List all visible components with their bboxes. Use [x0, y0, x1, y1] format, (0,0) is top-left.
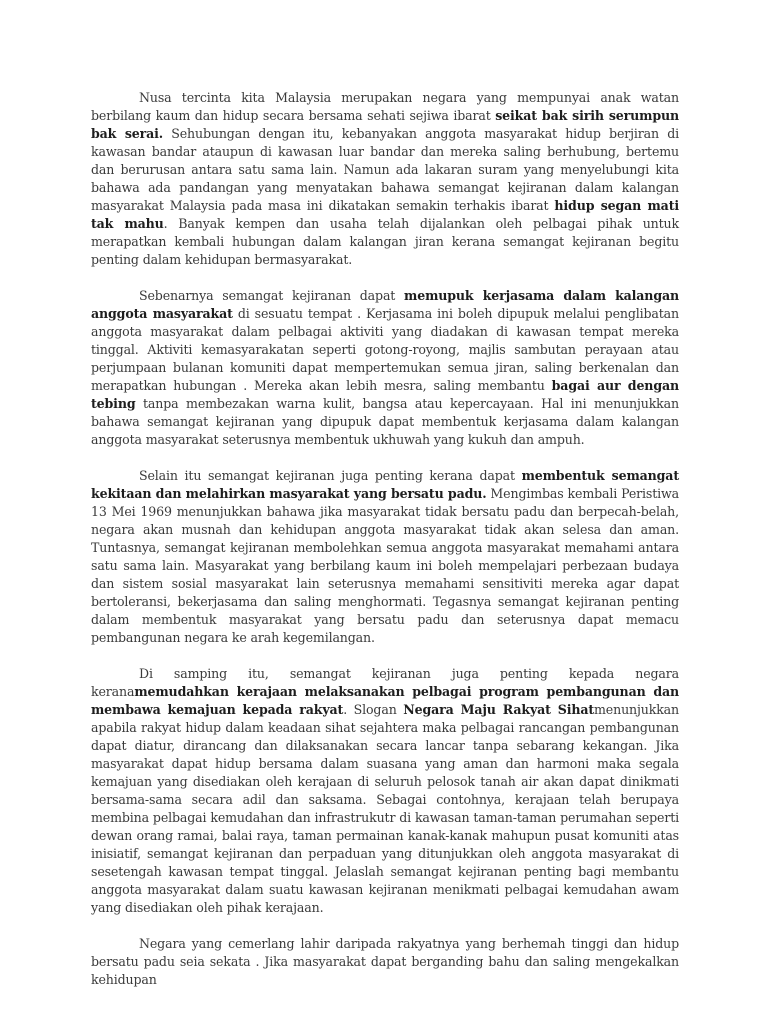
text-segment: . Slogan: [343, 702, 404, 717]
text-segment: . Banyak kempen dan usaha telah dijalankan oleh pelbagai pihak untuk merapatkan kembali hubungan dalam kalangan jiran kerana semangat kejiranan begitu penting dalam kehidupan bermasyarakat.: [91, 216, 679, 267]
essay-body: [91, 89, 679, 1007]
bold-phrase: memupuk kerjasama dalam kalangan anggota masyarakat: [91, 288, 679, 321]
bold-phrase: memudahkan kerajaan melaksanakan pelbagai program pembangunan dan membawa kemajuan kepada rakyat: [91, 684, 679, 717]
bold-phrase: hidup segan mati tak mahu: [91, 198, 679, 231]
paragraph-3: [91, 467, 679, 647]
text-segment: Sehubungan dengan itu, kebanyakan anggota masyarakat hidup berjiran di kawasan bandar ataupun di kawasan luar bandar dan mereka saling berhubung, bertemu dan berurusan antara satu sama lain. Namun ada lakaran suram yang menyelubungi kita bahawa ada pandangan yang menyatakan bahawa semangat kejiranan dalam kalangan masyarakat Malaysia pada masa ini dikatakan semakin terhakis ibarat: [91, 126, 679, 213]
text-segment: di sesuatu tempat . Kerjasama ini boleh dipupuk melalui penglibatan anggota masyarakat dalam pelbagai aktiviti yang diadakan di kawasan tempat mereka tinggal. Aktiviti kemasyarakatan seperti gotong-royong, majlis sambutan perayaan atau perjumpaan bulanan komuniti dapat mempertemukan semua jiran, saling berkenalan dan merapatkan hubungan . Mereka akan lebih mesra, saling membantu: [91, 306, 679, 393]
text-segment: Di samping itu, semangat kejiranan juga penting kepada negara kerana: [91, 666, 679, 699]
text-segment: Nusa tercinta kita Malaysia merupakan negara yang mempunyai anak watan berbilang kaum dan hidup secara bersama sehati sejiwa ibarat: [91, 90, 679, 123]
text-segment: Mengimbas kembali Peristiwa 13 Mei 1969 menunjukkan bahawa jika masyarakat tidak bersatu padu dan berpecah-belah, negara akan musnah dan kehidupan anggota masyarakat tidak akan selesa dan aman. Tuntasnya, semangat kejiranan membolehkan semua anggota masyarakat memahami antara satu sama lain. Masyarakat yang berbilang kaum ini boleh mempelajari perbezaan budaya dan sistem sosial masyarakat lain seterusnya memahami sensitiviti mereka agar dapat bertoleransi, bekerjasama dan saling menghormati. Tegasnya semangat kejiranan penting dalam membentuk masyarakat yang bersatu padu dan seterusnya dapat memacu pembangunan negara ke arah kegemilangan.: [91, 486, 680, 645]
text-segment: Sebenarnya semangat kejiranan dapat: [139, 288, 405, 303]
text-segment: Selain itu semangat kejiranan juga penting kerana dapat: [139, 468, 522, 483]
bold-phrase: bagai aur dengan tebing: [91, 378, 679, 411]
paragraph-2: [91, 287, 679, 449]
bold-phrase: Negara Maju Rakyat Sihat: [403, 702, 595, 717]
text-segment: menunjukkan apabila rakyat hidup dalam keadaan sihat sejahtera maka pelbagai rancangan pembangunan dapat diatur, dirancang dan dilaksanakan secara lancar tanpa sebarang kekangan. Jika masyarakat dapat hidup bersama dalam suasana yang aman dan harmoni maka segala kemajuan yang disediakan oleh kerajaan di seluruh pelosok tanah air akan dapat dinikmati bersama-sama secara adil dan saksama. Sebagai contohnya, kerajaan telah berupaya membina pelbagai kemudahan dan infrastrukutr di kawasan taman-taman perumahan seperti dewan orang ramai, balai raya, taman permainan kanak-kanak mahupun pusat komuniti atas inisiatif, semangat kejiranan dan perpaduan yang ditunjukkan oleh anggota masyarakat di sesetengah kawasan tempat tinggal. Jelaslah semangat kejiranan penting bagi membantu anggota masyarakat dalam suatu kawasan kejiranan menikmati pelbagai kemudahan awam yang disediakan oleh pihak kerajaan.: [91, 702, 679, 915]
text-segment: Negara yang cemerlang lahir daripada rakyatnya yang berhemah tinggi dan hidup bersatu padu seia sekata . Jika masyarakat dapat berganding bahu dan saling mengekalkan kehidupan: [91, 936, 679, 987]
text-segment: tanpa membezakan warna kulit, bangsa atau kepercayaan. Hal ini menunjukkan bahawa semangat kejiranan yang dipupuk dapat membentuk kerjasama dalam kalangan anggota masyarakat seterusnya membentuk ukhuwah yang kukuh dan ampuh.: [91, 396, 679, 447]
bold-phrase: seikat bak sirih serumpun bak serai.: [91, 108, 679, 141]
paragraph-1: [91, 89, 679, 269]
bold-phrase: membentuk semangat kekitaan dan melahirkan masyarakat yang bersatu padu.: [91, 468, 679, 501]
paragraph-5: [91, 935, 679, 989]
paragraph-4: [91, 665, 679, 917]
